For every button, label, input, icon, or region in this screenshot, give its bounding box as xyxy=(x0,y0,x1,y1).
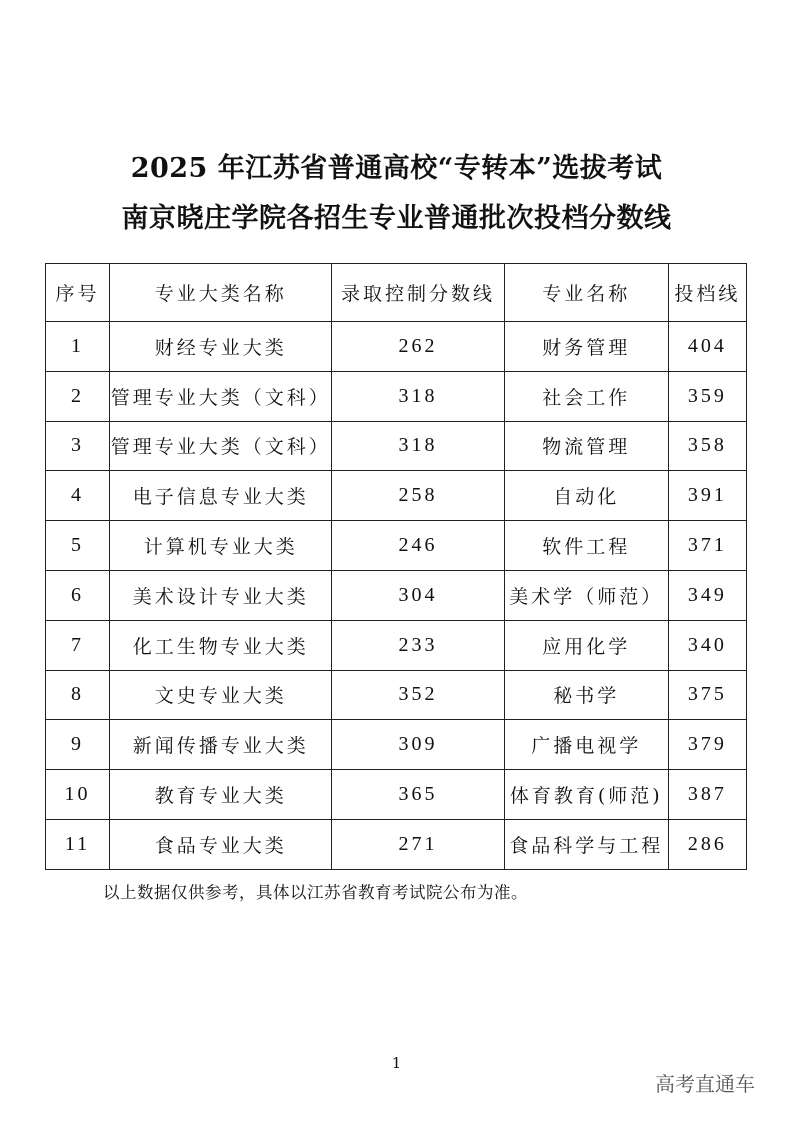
table-row xyxy=(46,620,747,670)
header-control-score: 录取控制分数线 xyxy=(332,264,504,322)
cell-serial-number: 2 xyxy=(46,371,110,421)
page-title-line2: 南京晓庄学院各招生专业普通批次投档分数线 xyxy=(121,203,672,234)
table-row xyxy=(46,720,747,770)
cell-admission-line: 387 xyxy=(668,770,746,820)
cell-control-score: 246 xyxy=(332,521,504,571)
table-row xyxy=(46,770,747,820)
cell-control-score: 365 xyxy=(332,770,504,820)
cell-major-name: 财务管理 xyxy=(504,322,668,372)
table-row xyxy=(46,819,747,869)
cell-serial-number: 10 xyxy=(46,770,110,820)
cell-serial-number: 7 xyxy=(46,620,110,670)
cell-control-score: 304 xyxy=(332,570,504,620)
table-row xyxy=(46,471,747,521)
header-category-name: 专业大类名称 xyxy=(110,264,332,322)
table-row xyxy=(46,670,747,720)
cell-admission-line: 359 xyxy=(668,371,746,421)
cell-category-name: 财经专业大类 xyxy=(110,322,332,372)
cell-major-name: 应用化学 xyxy=(504,620,668,670)
cell-serial-number: 6 xyxy=(46,570,110,620)
cell-category-name: 文史专业大类 xyxy=(110,670,332,720)
cell-major-name: 体育教育(师范) xyxy=(504,770,668,820)
cell-major-name: 美术学（师范） xyxy=(504,570,668,620)
cell-serial-number: 1 xyxy=(46,322,110,372)
cell-control-score: 352 xyxy=(332,670,504,720)
cell-control-score: 258 xyxy=(332,471,504,521)
table-row xyxy=(46,521,747,571)
cell-control-score: 262 xyxy=(332,322,504,372)
cell-category-name: 食品专业大类 xyxy=(110,819,332,869)
cell-admission-line: 379 xyxy=(668,720,746,770)
cell-category-name: 美术设计专业大类 xyxy=(110,570,332,620)
cell-major-name: 食品科学与工程 xyxy=(504,819,668,869)
cell-category-name: 电子信息专业大类 xyxy=(110,471,332,521)
cell-serial-number: 3 xyxy=(46,421,110,471)
cell-admission-line: 349 xyxy=(668,570,746,620)
cell-serial-number: 8 xyxy=(46,670,110,720)
cell-admission-line: 340 xyxy=(668,620,746,670)
cell-admission-line: 358 xyxy=(668,421,746,471)
cell-major-name: 社会工作 xyxy=(504,371,668,421)
header-admission-line: 投档线 xyxy=(668,264,746,322)
cell-serial-number: 4 xyxy=(46,471,110,521)
cell-category-name: 管理专业大类（文科） xyxy=(110,421,332,471)
cell-control-score: 318 xyxy=(332,371,504,421)
cell-admission-line: 375 xyxy=(668,670,746,720)
cell-control-score: 318 xyxy=(332,421,504,471)
cell-serial-number: 11 xyxy=(46,819,110,869)
cell-major-name: 软件工程 xyxy=(504,521,668,571)
cell-major-name: 自动化 xyxy=(504,471,668,521)
table-body xyxy=(46,322,747,870)
header-serial-number: 序号 xyxy=(46,264,110,322)
cell-category-name: 新闻传播专业大类 xyxy=(110,720,332,770)
cell-admission-line: 286 xyxy=(668,819,746,869)
table-row xyxy=(46,570,747,620)
cell-admission-line: 404 xyxy=(668,322,746,372)
table-header-row xyxy=(46,264,747,322)
cell-serial-number: 5 xyxy=(46,521,110,571)
cell-category-name: 计算机专业大类 xyxy=(110,521,332,571)
header-major-name: 专业名称 xyxy=(504,264,668,322)
cell-major-name: 秘书学 xyxy=(504,670,668,720)
cell-serial-number: 9 xyxy=(46,720,110,770)
cell-major-name: 物流管理 xyxy=(504,421,668,471)
footnote: 以上数据仅供参考，具体以江苏省教育考试院公布为准。 xyxy=(103,883,528,902)
cell-admission-line: 391 xyxy=(668,471,746,521)
score-table xyxy=(45,263,747,870)
cell-control-score: 233 xyxy=(332,620,504,670)
page-title-line1: 2025 年江苏省普通高校“专转本”选拔考试 xyxy=(130,153,663,184)
cell-control-score: 309 xyxy=(332,720,504,770)
table-row xyxy=(46,322,747,372)
watermark-text: 高考直通车 xyxy=(655,1072,755,1096)
cell-category-name: 管理专业大类（文科） xyxy=(110,371,332,421)
cell-category-name: 教育专业大类 xyxy=(110,770,332,820)
cell-admission-line: 371 xyxy=(668,521,746,571)
cell-control-score: 271 xyxy=(332,819,504,869)
page-number: 1 xyxy=(391,1054,402,1072)
table-row xyxy=(46,371,747,421)
table-row xyxy=(46,421,747,471)
cell-major-name: 广播电视学 xyxy=(504,720,668,770)
cell-category-name: 化工生物专业大类 xyxy=(110,620,332,670)
